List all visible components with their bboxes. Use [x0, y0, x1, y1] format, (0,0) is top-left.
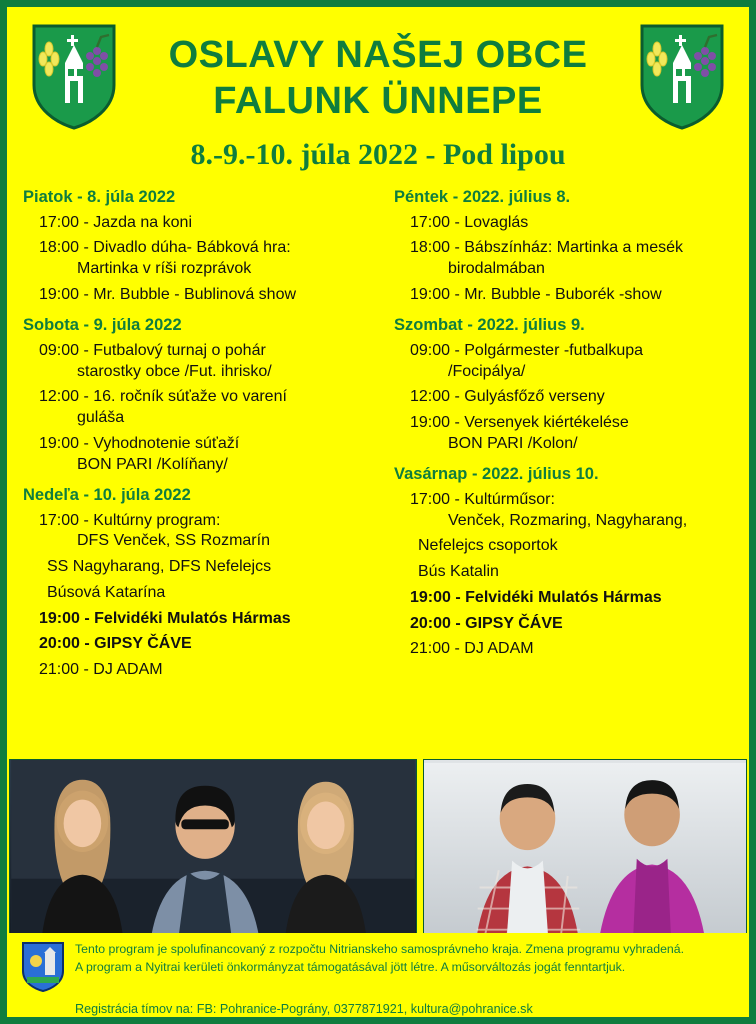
program-item-continuation: guláša [77, 409, 125, 427]
program-item-text: 18:00 - Bábszínház: Martinka a mesék [410, 239, 684, 257]
program-item [21, 609, 372, 630]
program-item-text: 09:00 - Futbalový turnaj o pohár [39, 341, 266, 359]
program-item [392, 341, 737, 383]
footer-line-hu: A program a Nyitrai kerületi önkormányzat támogatásával jött létre. A műsorváltozás jogát fenntartjuk. [75, 959, 626, 974]
program-item-text: Nefelejcs csoportok [418, 537, 558, 555]
program-item [392, 562, 737, 583]
program-item-continuation: BON PARI /Kolon/ [448, 434, 578, 452]
program-item-text: 19:00 - Vyhodnotenie súťaží [39, 434, 240, 452]
coat-of-arms-icon [639, 23, 725, 131]
photo-strip [7, 759, 749, 947]
municipal-coat-of-arms-icon [21, 941, 65, 993]
program-item-text: 21:00 - DJ ADAM [410, 640, 534, 658]
program-column-hungarian [378, 188, 743, 734]
program-item [392, 490, 737, 532]
program-item [392, 588, 737, 609]
program-item-continuation: DFS Venček, SS Rozmarín [77, 532, 270, 550]
program-day-heading: Sobota - 9. júla 2022 [23, 315, 182, 334]
program-item [21, 511, 372, 553]
band-photo-felvideki-mulatos-harmas [423, 759, 747, 947]
footer-registration: Registrácia tímov na: FB: Pohranice-Pográny, 0377871921, kultura@pohranice.sk [75, 1002, 533, 1016]
program-item-text: 19:00 - Versenyek kiértékelése [410, 414, 629, 432]
program-item [392, 285, 737, 306]
program-item-continuation: Venček, Rozmaring, Nagyharang, [448, 511, 688, 529]
program-item-text: 20:00 - GIPSY ČÁVE [410, 614, 563, 632]
program-item [21, 557, 372, 578]
program-item-continuation: birodalmában [448, 260, 545, 278]
program-item-text: SS Nagyharang, DFS Nefelejcs [47, 558, 272, 576]
program-item [21, 238, 372, 280]
program-item [392, 213, 737, 234]
program-column-slovak [13, 188, 378, 734]
program-item-text: 19:00 - Felvidéki Mulatós Hármas [39, 609, 291, 627]
program-item-text: 17:00 - Lovaglás [410, 213, 529, 231]
program-item-continuation: Martinka v ríši rozprávok [77, 260, 252, 278]
program-day-heading: Szombat - 2022. július 9. [394, 315, 585, 334]
program-item-text: 17:00 - Kultúrny program: [39, 511, 221, 529]
program-item [392, 614, 737, 635]
program-item [392, 387, 737, 408]
program-item [21, 583, 372, 604]
program-item-text: 17:00 - Kultúrműsor: [410, 490, 555, 508]
program-item-text: 12:00 - 16. ročník súťaže vo varení [39, 388, 287, 406]
program-item [392, 536, 737, 557]
coat-of-arms-icon [31, 23, 117, 131]
program-columns [7, 172, 749, 734]
program-day-heading: Vasárnap - 2022. július 10. [394, 464, 599, 483]
poster-title-sk: OSLAVY NAŠEJ OBCE [168, 34, 588, 76]
band-photo-gipsy-cave [9, 759, 417, 947]
program-item [21, 660, 372, 681]
program-item-continuation: /Focipálya/ [448, 362, 526, 380]
poster-header [7, 7, 749, 172]
program-item [392, 238, 737, 280]
program-item [21, 387, 372, 429]
program-item [21, 434, 372, 476]
poster-subtitle: 8.-9.-10. júla 2022 - Pod lipou [190, 137, 566, 171]
program-item-text: 19:00 - Felvidéki Mulatós Hármas [410, 588, 662, 606]
program-item-continuation: starostky obce /Fut. ihrisko/ [77, 362, 272, 380]
program-item-continuation: BON PARI /Kolíňany/ [77, 455, 228, 473]
program-item-text: 09:00 - Polgármester -futbalkupa [410, 341, 644, 359]
program-item-text: Búsová Katarína [47, 583, 166, 601]
program-item-text: 17:00 - Jazda na koni [39, 213, 192, 231]
program-item [392, 639, 737, 660]
program-item [21, 213, 372, 234]
footer-line-sk: Tento program je spolufinancovaný z rozpočtu Nitrianskeho samosprávneho kraja. Zmena programu vyhradená. [75, 942, 685, 956]
program-item [21, 285, 372, 306]
program-item-text: Bús Katalin [418, 563, 499, 581]
program-day-heading: Piatok - 8. júla 2022 [23, 187, 176, 206]
program-item-text: 19:00 - Mr. Bubble - Bublinová show [39, 285, 297, 303]
program-item-text: 19:00 - Mr. Bubble - Buborék -show [410, 285, 662, 303]
program-item-text: 21:00 - DJ ADAM [39, 661, 163, 679]
program-item [21, 341, 372, 383]
program-item [392, 413, 737, 455]
program-item-text: 18:00 - Divadlo dúha- Bábková hra: [39, 239, 291, 257]
poster-title-hu: FALUNK ÜNNEPE [213, 80, 543, 123]
program-item-text: 12:00 - Gulyásfőző verseny [410, 388, 605, 406]
program-item-text: 20:00 - GIPSY ČÁVE [39, 635, 192, 653]
poster-footer [7, 933, 749, 1017]
program-day-heading: Péntek - 2022. július 8. [394, 187, 571, 206]
program-day-heading: Nedeľa - 10. júla 2022 [23, 485, 191, 504]
program-item [21, 634, 372, 655]
